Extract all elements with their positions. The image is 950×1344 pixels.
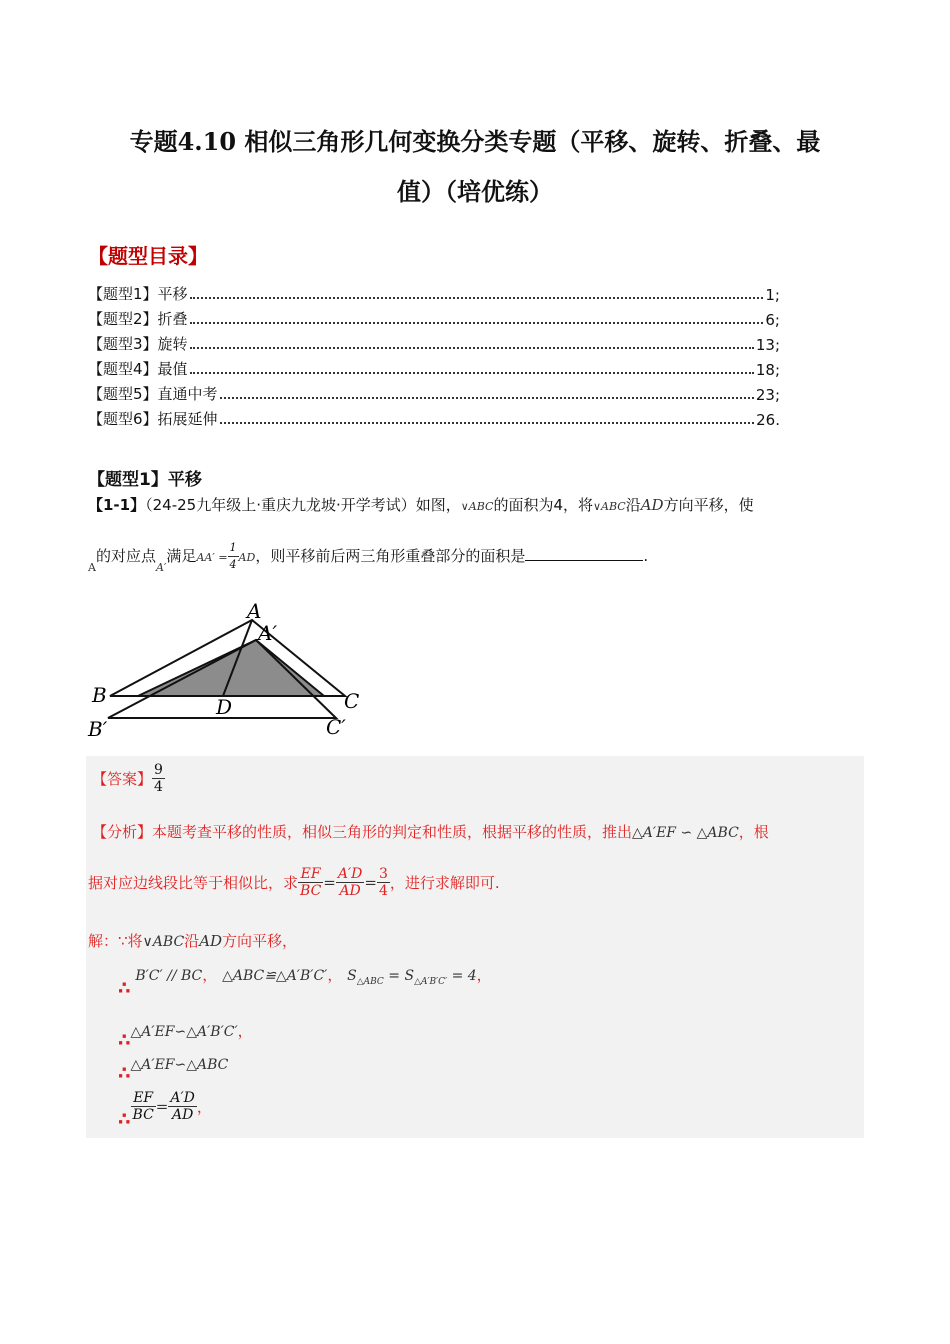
point-a: A (88, 561, 96, 574)
frac-den: BC (132, 1107, 154, 1123)
label-d: D (216, 695, 233, 719)
toc-item-label: 【题型3】旋转 (88, 335, 188, 353)
toc-item-label: 【题型2】折叠 (88, 310, 188, 328)
aa-prime: AA′ = (196, 551, 228, 564)
toc-leader (190, 296, 764, 299)
solution-line (88, 930, 297, 951)
label-c: C (344, 689, 360, 713)
question-text: ，则平移前后两三角形重叠部分的面积是 (255, 547, 526, 565)
frac-num: A′D (337, 866, 363, 882)
toc-item-label: 【题型4】最值 (88, 360, 188, 378)
toc-item-page: 23; (755, 386, 780, 404)
frac-num: EF (298, 866, 323, 883)
answer-fraction (152, 762, 165, 795)
toc-leader (190, 321, 764, 324)
question-text: 的面积为4，将 (493, 496, 593, 514)
step-2 (118, 1020, 253, 1051)
frac-num: EF (131, 1090, 156, 1107)
fraction-one-quarter (228, 540, 239, 573)
fraction-three-quarters (377, 866, 390, 899)
similarity-statement: △A′EF∽△ABC (130, 1057, 229, 1073)
toc-leader (220, 396, 754, 399)
triangle-abc: ∨ABC (460, 500, 494, 513)
question-text: 沿 (625, 496, 641, 514)
segment-ad: AD (238, 551, 256, 564)
question-text: 的对应点 (95, 547, 156, 565)
fraction-numerator: 1 (228, 540, 239, 557)
analysis-similarity: △A′EF ∽ △ABC (632, 825, 739, 841)
similarity-statement: △A′EF∽△A′B′C′ (130, 1024, 238, 1040)
area-s: S (347, 968, 357, 984)
page-title-line1: 专题4.10 相似三角形几何变换分类专题（平移、旋转、折叠、最 (129, 127, 821, 156)
toc-item-page: 18; (755, 361, 780, 379)
label-b-prime: B′ (88, 717, 108, 741)
answer-denominator: 4 (154, 779, 163, 795)
frac-den: AD (339, 883, 361, 899)
question-text: 方向平移，使 (663, 496, 754, 514)
step-3 (118, 1055, 228, 1084)
congruence-statement: △ABC≌△A′B′C′ (222, 968, 328, 984)
equals-sign: = (155, 1097, 169, 1116)
label-a: A (247, 600, 262, 623)
area-value: = 4 (451, 968, 477, 984)
question-number: 【1-1】 (88, 496, 146, 514)
toc-item[interactable] (88, 330, 780, 354)
toc-item-label: 【题型5】直通中考 (88, 385, 218, 403)
toc-item-page: 26. (756, 411, 780, 429)
toc-item-page: 1; (765, 286, 780, 304)
question-text: . (643, 547, 649, 565)
answer-line (92, 762, 165, 795)
comma: ， (202, 966, 218, 984)
answer-label: 【答案】 (92, 770, 153, 788)
frac-num: A′D (170, 1090, 195, 1106)
segment-ad: AD (199, 932, 223, 950)
step-4 (118, 1090, 212, 1130)
therefore-symbol: ∴ (118, 1030, 131, 1051)
frac-den: 4 (378, 883, 388, 899)
fraction-denominator: 4 (229, 558, 237, 571)
toc-item-page: 6; (765, 311, 780, 329)
toc-item[interactable] (88, 355, 780, 379)
analysis-line-2 (88, 866, 500, 899)
frac-den: BC (300, 883, 322, 899)
analysis-text: 本题考查平移的性质，相似三角形的判定和性质，根据平移的性质，推出 (152, 823, 633, 841)
toc-item-page: 13; (755, 336, 780, 354)
triangle-abc: ∨ABC (592, 500, 626, 513)
label-b: B (92, 683, 107, 707)
analysis-line-1 (92, 821, 769, 842)
frac-num: 3 (378, 866, 388, 882)
step-1 (118, 964, 492, 999)
analysis-text: ，根 (738, 823, 769, 841)
fraction-ef-bc (298, 866, 323, 899)
solution-text: 方向平移， (222, 932, 298, 950)
comma: ， (196, 1098, 212, 1116)
toc-item[interactable] (88, 380, 780, 404)
equals-sign: = (364, 873, 377, 892)
toc-leader (190, 346, 754, 349)
toc-item-label: 【题型6】拓展延伸 (88, 410, 218, 428)
question-line-1 (88, 494, 754, 515)
analysis-text: 据对应边线段比等于相似比，求 (88, 874, 299, 892)
solution-label: 解：∵将 (88, 932, 143, 950)
analysis-label: 【分析】 (92, 823, 153, 841)
area-subscript: △ABC (356, 976, 384, 987)
question-source: （24-25九年级上·重庆九龙坡·开学考试）如图， (145, 496, 461, 514)
comma: ， (476, 966, 492, 984)
toc-leader (220, 421, 755, 424)
equals-sign: = (323, 873, 336, 892)
area-eq: = S (388, 968, 415, 984)
comma: ， (237, 1022, 253, 1040)
area-subscript: △A′B′C′ (414, 976, 448, 987)
comma: ， (327, 966, 343, 984)
frac-den: AD (171, 1107, 194, 1123)
toc-item-label: 【题型1】平移 (88, 285, 188, 303)
question-text: 满足 (166, 547, 197, 565)
fraction-ef-bc (131, 1090, 156, 1123)
fraction-ad-prime (336, 866, 365, 899)
toc-item[interactable] (88, 280, 780, 304)
therefore-symbol: ∴ (118, 1109, 131, 1130)
area-statement (347, 968, 477, 987)
fraction-ad-prime (168, 1090, 197, 1123)
therefore-symbol: ∴ (118, 978, 131, 999)
toc-heading: 【题型目录】 (88, 244, 208, 268)
solution-text: 沿 (184, 932, 200, 950)
answer-numerator: 9 (154, 762, 163, 778)
toc-item[interactable] (88, 305, 780, 329)
geometry-figure (80, 600, 380, 745)
point-a-prime: A′ (155, 561, 167, 574)
page-title-line2: 值）（培优练） (397, 177, 553, 206)
toc-item[interactable] (88, 405, 780, 429)
label-a-prime: A′ (258, 621, 277, 645)
label-c-prime: C′ (326, 715, 346, 739)
triangle-abc: ∨ABC (142, 934, 185, 950)
segment-ad: AD (640, 496, 664, 514)
parallel-statement: B′C′ // BC (135, 968, 203, 984)
therefore-symbol: ∴ (118, 1063, 131, 1084)
toc-leader (190, 371, 754, 374)
answer-blank[interactable] (525, 546, 643, 561)
question-line-2 (88, 540, 648, 574)
section-heading: 【题型1】平移 (88, 470, 202, 490)
analysis-text: ，进行求解即可. (389, 874, 500, 892)
